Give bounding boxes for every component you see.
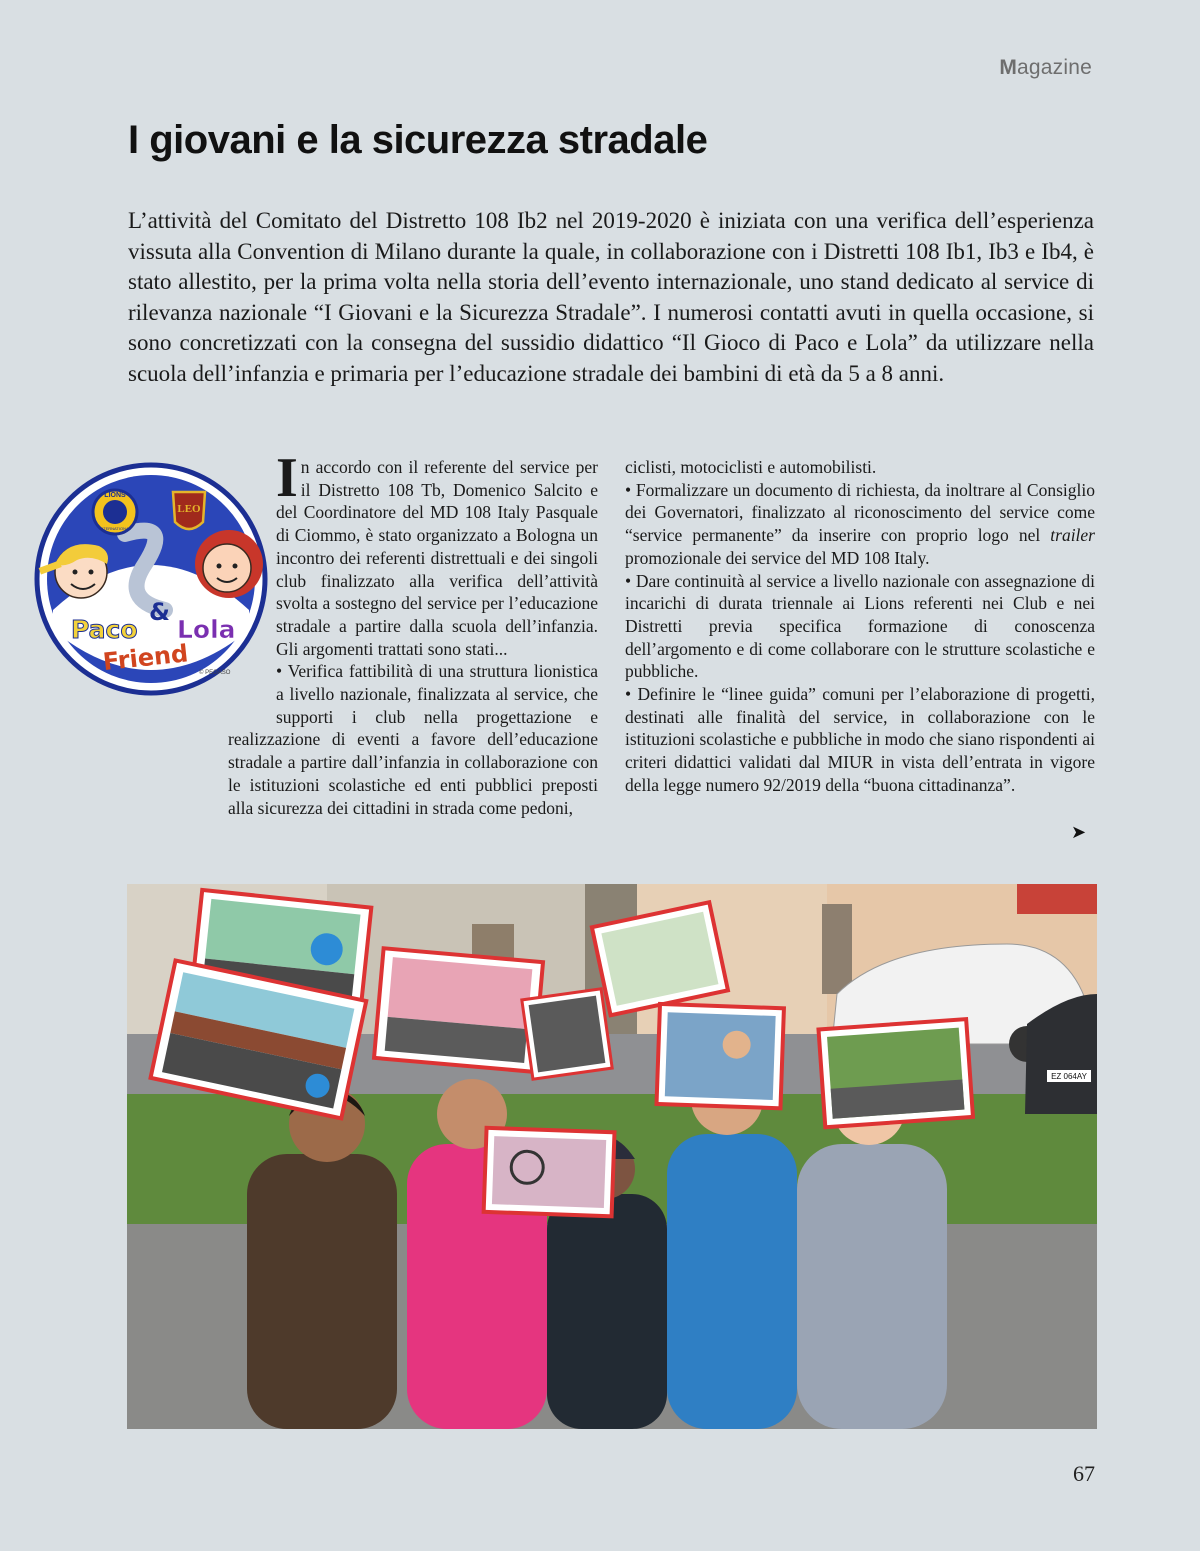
logo-word-paco: Paco bbox=[71, 615, 138, 644]
page-number: 67 bbox=[1073, 1461, 1095, 1486]
logo-word-friend: Friend bbox=[101, 639, 190, 677]
bullet-item-3: • Dare continuità al service a livello nazionale con assegnazione di incarichi di durata triennale ai Lions referenti nei Club e nei Distretti previa specifica formazione di conoscenza dell’argomento e di come collaborare con le strutture scolastiche e pubbliche. bbox=[625, 570, 1095, 682]
logo-ampersand: & bbox=[149, 598, 170, 626]
logo-copyright: © PEGASO bbox=[199, 670, 231, 676]
section-label: Magazine bbox=[999, 56, 1092, 79]
car-plate: EZ 064AY bbox=[1051, 1072, 1087, 1081]
leo-badge-text: LEO bbox=[177, 503, 201, 515]
article-lead: L’attività del Comitato del Distretto 108 Ib2 nel 2019-2020 è iniziata con una verifica dell’esperienza vissuta alla Convention di Milano durante la quale, in collaborazione con i Distretti 108 Ib1, Ib3 e Ib4, è stato allestito, per la prima volta nella storia dell’evento internazionale, uno stand dedicato al service di rilevanza nazionale “I Giovani e la Sicurezza Stradale”. I numerosi contatti avuti in quella occasione, si sono concretizzati con la consegna del sussidio didattico “Il Gioco di Paco e Lola” da utilizzare nella scuola dell’infanzia e primaria per l’educazione stradale dei bambini di età da 5 a 8 anni. bbox=[128, 208, 1094, 386]
road-card-6 bbox=[657, 1004, 784, 1108]
lions-badge-subtext: INTERNATIONAL bbox=[99, 526, 131, 531]
logo-word-lola: Lola bbox=[177, 615, 236, 644]
right-column-continuation: ciclisti, motociclisti e automobilisti. bbox=[625, 457, 877, 477]
road-card-3 bbox=[374, 948, 543, 1072]
dropcap: I bbox=[276, 447, 298, 509]
bullet-item-2: • Formalizzare un documento di richiesta, da inoltrare al Consiglio dei Governatori, finalizzato al riconoscimento del service come “service permanente” da inserire con proprio logo nel trailer promozionale dei service del MD 108 Italy. bbox=[625, 479, 1095, 568]
road-card-7 bbox=[818, 1019, 972, 1127]
left-column-intro: n accordo con il referente del service per il Distretto 108 Tb, Domenico Salcito e del Coordinatore del MD 108 Italy Pasquale di Ciommo, è stato organizzato a Bologna un incontro dei referenti distrettuali e dei singoli club finalizzato alla verifica dell’attività svolta a sostegno del service per l’educazione stradale a partire dalla scuola dell’infanzia. Gli argomenti trattati sono stati... bbox=[276, 457, 598, 659]
arrow-right-icon: ➤ bbox=[1071, 822, 1087, 843]
article-column-right bbox=[625, 456, 1095, 797]
article-title: I giovani e la sicurezza stradale bbox=[128, 118, 708, 162]
road-card-8 bbox=[484, 1128, 615, 1216]
lions-badge-text: LIONS bbox=[104, 492, 126, 499]
children-photo bbox=[127, 884, 1097, 1429]
bullet-item-1: • Verifica fattibilità di una struttura lionistica a livello nazionale, finalizzata al service, che supporti i club nella progettazione e realizzazione di eventi a favore dell’educazione stradale a partire dall’infanzia in collaborazione con le istituzioni scolastiche ed enti pubblici preposti alla sicurezza dei cittadini in strada come pedoni, bbox=[228, 661, 598, 818]
article-column-left bbox=[128, 447, 598, 819]
logo-wrap-space bbox=[128, 456, 276, 706]
bullet-item-4: • Definire le “linee guida” comuni per l’elaborazione di progetti, destinati alle finalità del service, in collaborazione con le istituzioni scolastiche e pubbliche in modo che siano rispondenti ai criteri didattici validati dal MIUR in vista dell’entrata in vigore della legge numero 92/2019 della “buona cittadinanza”. bbox=[625, 684, 1095, 795]
road-card-4 bbox=[522, 989, 612, 1079]
